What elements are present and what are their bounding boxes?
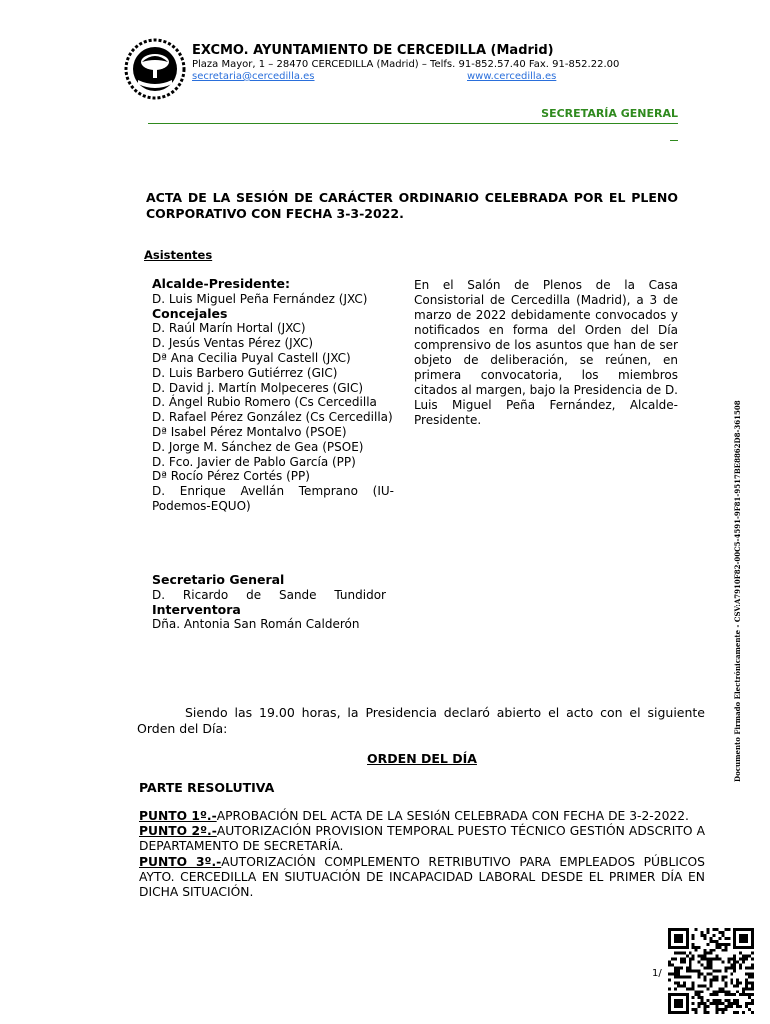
councillor: D. Raúl Marín Hortal (JXC) [152, 321, 306, 336]
secretary-name: D. Ricardo de Sande Tundidor [152, 587, 386, 602]
officials-list [152, 573, 386, 632]
header-address: Plaza Mayor, 1 – 28470 CERCEDILLA (Madrid) – Telfs. 91-852.57.40 Fax. 91-852.22.00 [192, 59, 620, 70]
councillor: Dª Rocío Pérez Cortés (PP) [152, 469, 310, 484]
agenda-point [139, 855, 705, 901]
coat-of-arms-logo [124, 38, 186, 100]
councillor: D. Rafael Pérez González (Cs Cercedilla) [152, 410, 393, 425]
qr-code-icon [668, 928, 754, 1014]
agenda-points [139, 809, 705, 900]
agenda-point-label: PUNTO 1º.- [139, 809, 217, 823]
councillor: D. Luis Barbero Gutiérrez (GIC) [152, 365, 338, 380]
agenda-point-text: APROBACIÓN DEL ACTA DE LA SESIóN CELEBRADA CON FECHA DE 3-2-2022. [216, 809, 689, 823]
agenda-point-text: AUTORIZACIÓN PROVISION TEMPORAL PUESTO TÉCNICO GESTIÓN ADSCRITO A DEPARTAMENTO DE SECRETARÍA. [139, 824, 706, 854]
auditor-heading: Interventora [152, 601, 241, 617]
agenda-point-text: AUTORIZACIÓN COMPLEMENTO RETRIBUTIVO PARA EMPLEADOS PÚBLICOS AYTO. CERCEDILLA EN SIUTUACIÓN DE INCAPACIDAD LABORAL DESDE EL PRIMER DÍA EN DICHA SITUACIÓN. [139, 854, 705, 900]
page-number: 1/ [652, 968, 662, 979]
header-divider [148, 123, 678, 124]
website-link[interactable]: www.cercedilla.es [467, 71, 557, 82]
session-intro: En el Salón de Plenos de la Casa Consistorial de Cercedilla (Madrid), a 3 de marzo de 2022 debidamente convocados y notificados en forma del Orden del Día comprensivo de los asuntos que han de ser objeto de deliberación, se reúnen, en primera convocatoria, los miembros citados al margen, bajo la Presidencia de D. Luis Miguel Peña Fernández, Alcalde-Presidente. [414, 278, 678, 427]
attendees-heading: Asistentes [144, 248, 213, 262]
opening-paragraph: Siendo las 19.00 horas, la Presidencia declaró abierto el acto con el siguiente Orden del Día: [137, 705, 705, 736]
agenda-point-label: PUNTO 3º.- [139, 854, 222, 869]
agenda-point-label: PUNTO 2º.- [139, 824, 217, 839]
councillor: D. Jesús Ventas Pérez (JXC) [152, 336, 314, 351]
electronic-signature-stamp: Documento Firmado Electrónicamente - CSV:A7910F82-00C5-4591-9F81-9517BE8862D8-361508 [733, 400, 742, 782]
attendees-list [152, 277, 394, 514]
councillors-heading: Concejales [152, 305, 228, 321]
mayor-name: D. Luis Miguel Peña Fernández (JXC) [152, 291, 368, 306]
mayor-heading: Alcalde-Presidente: [152, 276, 291, 291]
secretary-heading: Secretario General [152, 572, 285, 587]
header-title: EXCMO. AYUNTAMIENTO DE CERCEDILLA (Madrid) [192, 43, 554, 58]
councillor: D. Jorge M. Sánchez de Gea (PSOE) [152, 439, 364, 454]
councillor: D. David j. Martín Molpeceres (GIC) [152, 380, 364, 395]
agenda-point [139, 824, 705, 854]
agenda-point [139, 809, 705, 824]
councillor: Dª Ana Cecilia Puyal Castell (JXC) [152, 350, 351, 365]
section-heading: PARTE RESOLUTIVA [139, 780, 275, 795]
councillor: D. Fco. Javier de Pablo García (PP) [152, 454, 356, 469]
header-divider-dash [670, 140, 678, 141]
auditor-name: Dña. Antonia San Román Calderón [152, 617, 360, 632]
councillor: D. Ángel Rubio Romero (Cs Cercedilla [152, 395, 377, 410]
document-title: ACTA DE LA SESIÓN DE CARÁCTER ORDINARIO CELEBRADA POR EL PLENO CORPORATIVO CON FECHA 3-3-2022. [146, 190, 678, 221]
councillor: Dª Isabel Pérez Montalvo (PSOE) [152, 424, 347, 439]
email-link[interactable]: secretaria@cercedilla.es [192, 71, 315, 82]
agenda-heading: ORDEN DEL DÍA [367, 751, 477, 766]
councillor: D. Enrique Avellán Temprano (IU-Podemos-EQUO) [152, 484, 394, 513]
department-label: SECRETARÍA GENERAL [541, 107, 678, 120]
